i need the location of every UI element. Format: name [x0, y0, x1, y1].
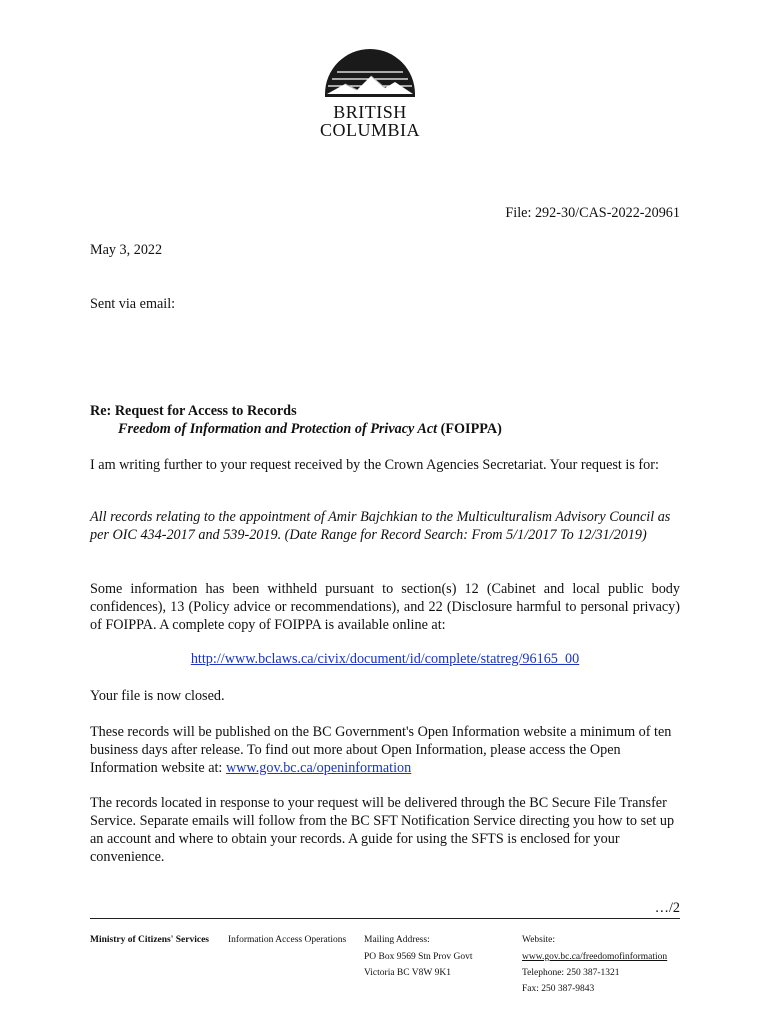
footer-ministry: Ministry of Citizens' Services — [90, 935, 209, 945]
intro-paragraph: I am writing further to your request received by the Crown Agencies Secretariat. Your request is for: — [90, 457, 659, 473]
footer-division: Information Access Operations — [228, 935, 347, 945]
letter-date: May 3, 2022 — [90, 242, 163, 258]
file-reference: File: 292-30/CAS-2022-20961 — [505, 205, 680, 221]
footer-fax: Fax: 250 387-9843 — [522, 984, 595, 994]
footer-mailing-line2: Victoria BC V8W 9K1 — [364, 968, 451, 978]
page-indicator: …/2 — [654, 900, 680, 916]
logo-text-british: BRITISH — [333, 102, 407, 122]
footer-mailing-line1: PO Box 9569 Stn Prov Govt — [364, 952, 473, 962]
foippa-link-line — [90, 651, 680, 668]
footer-divider — [90, 918, 680, 919]
footer-website-label: Website: — [522, 935, 556, 945]
footer-telephone: Telephone: 250 387-1321 — [522, 968, 620, 978]
foippa-link[interactable]: http://www.bclaws.ca/civix/document/id/complete/statreg/96165_00 — [190, 651, 580, 667]
bc-government-logo — [315, 46, 425, 146]
act-title-line — [118, 420, 678, 438]
footer-website-link[interactable]: www.gov.bc.ca/freedomofinformation — [522, 952, 668, 962]
open-info-text: These records will be published on the BC Government's Open Information website a minimum of ten business days after release. To find out more about Open Information, please access the Open Information website at: — [90, 724, 672, 776]
re-subject: Re: Request for Access to Records — [90, 403, 297, 419]
act-abbrev: (FOIPPA) — [437, 421, 502, 437]
act-title: Freedom of Information and Protection of Privacy Act — [118, 421, 438, 437]
open-info-link[interactable]: www.gov.bc.ca/openinformation — [225, 760, 412, 776]
withheld-paragraph: Some information has been withheld pursuant to section(s) 12 (Cabinet and local public body confidences), 13 (Policy advice or recommendations), and 22 (Disclosure harmful to personal privacy) of FOIPPA. A complete copy of FOIPPA is available online at: — [90, 581, 680, 633]
sun-mountain-icon — [315, 46, 425, 104]
request-text: All records relating to the appointment of Amir Bajchkian to the Multiculturalism Advisory Council as per OIC 434-2017 and 539-2019. (Date Range for Record Search: From 5/1/2017 To 12/31/2019) — [90, 509, 671, 543]
file-closed-line: Your file is now closed. — [90, 688, 225, 704]
delivery-paragraph: The records located in response to your request will be delivered through the BC Secure File Transfer Service. Separate emails will follow from the BC SFT Notification Service directing you how to set up an account and where to obtain your records. A guide for using the SFTS is enclosed for your convenience. — [90, 795, 675, 865]
footer-mailing-label: Mailing Address: — [364, 935, 430, 945]
logo-text-columbia: COLUMBIA — [319, 120, 420, 140]
open-info-paragraph — [90, 723, 680, 777]
sent-via-line: Sent via email: — [90, 296, 176, 312]
